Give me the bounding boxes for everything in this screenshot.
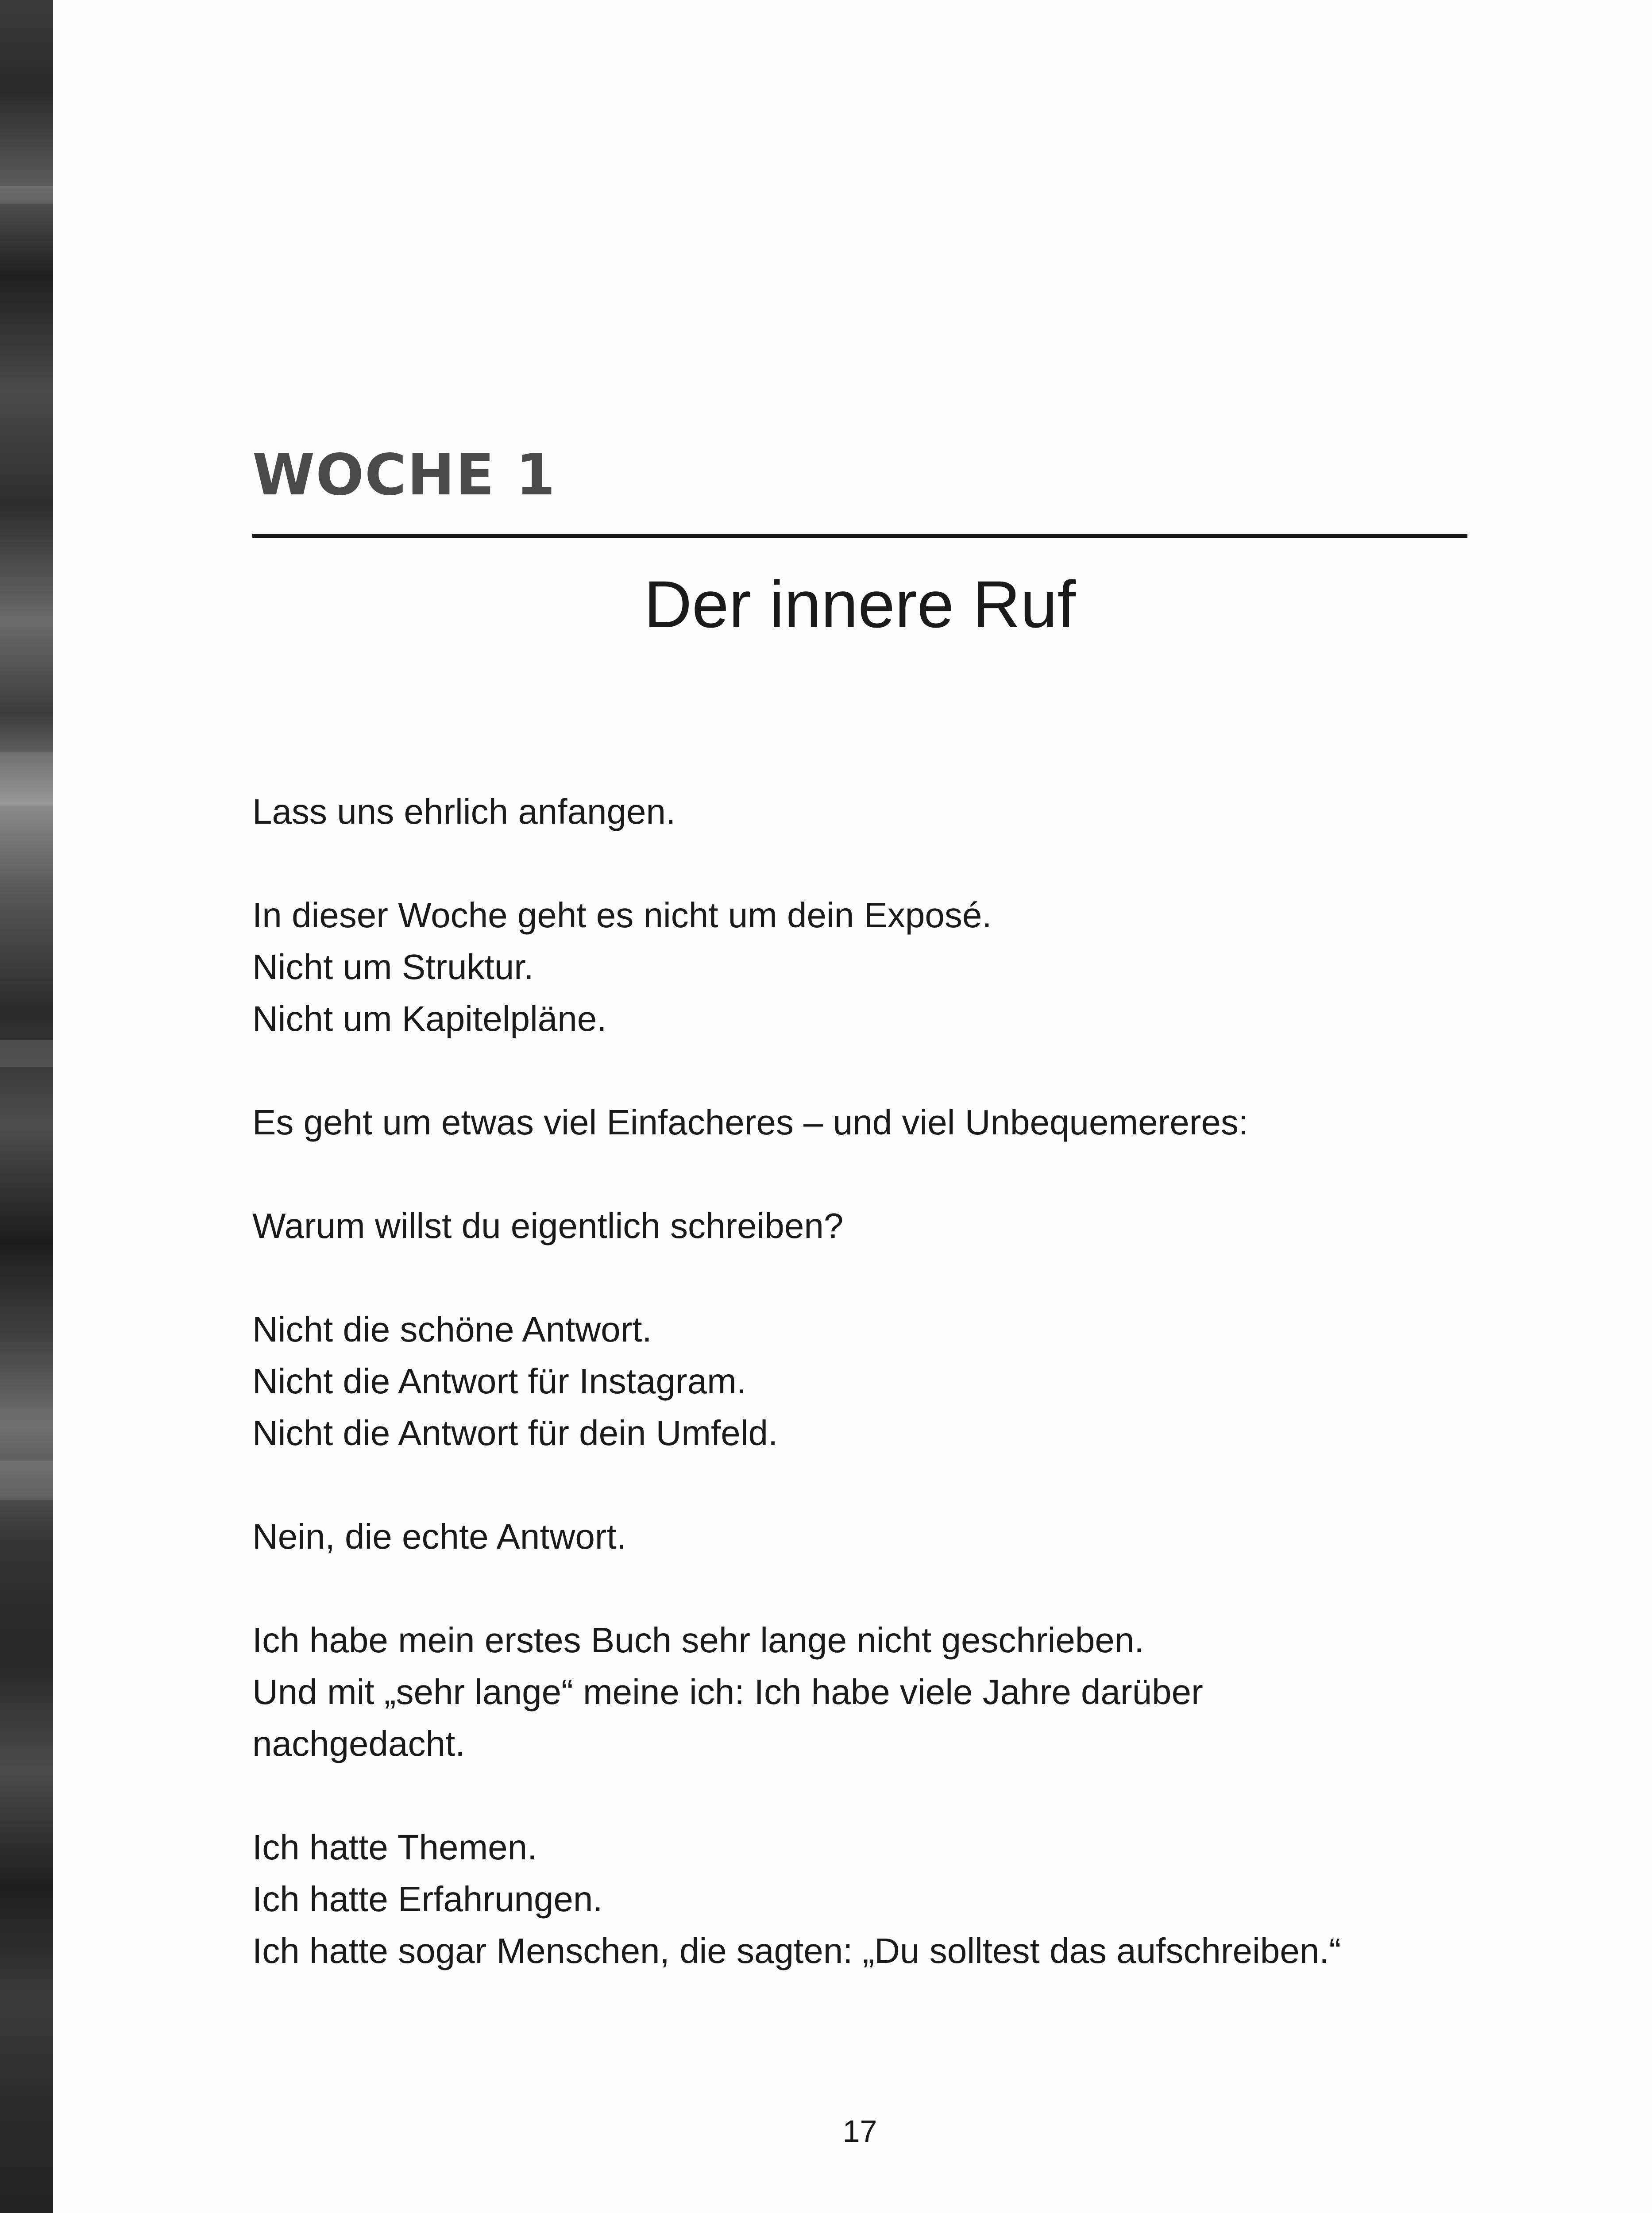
text-line: Es geht um etwas viel Einfacheres – und viel Unbequemereres: <box>252 1103 1249 1142</box>
chapter-divider <box>252 534 1467 538</box>
text-line: Nein, die echte Antwort. <box>252 1517 626 1556</box>
text-line: In dieser Woche geht es nicht um dein Exposé. <box>252 895 992 935</box>
text-line: Nicht um Kapitelpläne. <box>252 999 607 1038</box>
paragraph-gap <box>252 1252 1467 1303</box>
text-line: Nicht die schöne Antwort. <box>252 1310 652 1349</box>
paragraph-gap <box>252 1148 1467 1200</box>
text-line: Nicht um Struktur. <box>252 947 534 987</box>
chapter-title: Der innere Ruf <box>644 567 1076 641</box>
paragraph-gap <box>252 1562 1467 1614</box>
text-line: Ich hatte Themen. <box>252 1827 537 1867</box>
text-line: Nicht die Antwort für dein Umfeld. <box>252 1413 778 1453</box>
text-line: Ich hatte Erfahrungen. <box>252 1879 603 1919</box>
photo-highlight <box>0 752 53 806</box>
page-number-container <box>0 2113 1652 2149</box>
text-line: Und mit „sehr lange“ meine ich: Ich habe viele Jahre darüber <box>252 1672 1203 1712</box>
page-number: 17 <box>842 2114 877 2148</box>
text-line: Lass uns ehrlich anfangen. <box>252 792 676 831</box>
week-label: WOCHE 1 <box>252 442 556 508</box>
photo-highlight <box>0 1040 53 1067</box>
photo-highlight <box>0 1461 53 1500</box>
paragraph-gap <box>252 1770 1467 1821</box>
paragraph-gap <box>252 1459 1467 1511</box>
text-line: Ich hatte sogar Menschen, die sagten: „Du solltest das aufschreiben.“ <box>252 1931 1341 1970</box>
body-text <box>252 786 1467 1977</box>
photo-highlight <box>0 186 53 204</box>
paragraph-gap <box>252 837 1467 889</box>
text-line: nachgedacht. <box>252 1724 465 1763</box>
text-line: Warum willst du eigentlich schreiben? <box>252 1206 844 1245</box>
text-line: Nicht die Antwort für Instagram. <box>252 1361 747 1401</box>
paragraph-gap <box>252 1045 1467 1096</box>
side-photo-strip <box>0 0 53 2213</box>
text-line: Ich habe mein erstes Buch sehr lange nicht geschrieben. <box>252 1620 1144 1660</box>
